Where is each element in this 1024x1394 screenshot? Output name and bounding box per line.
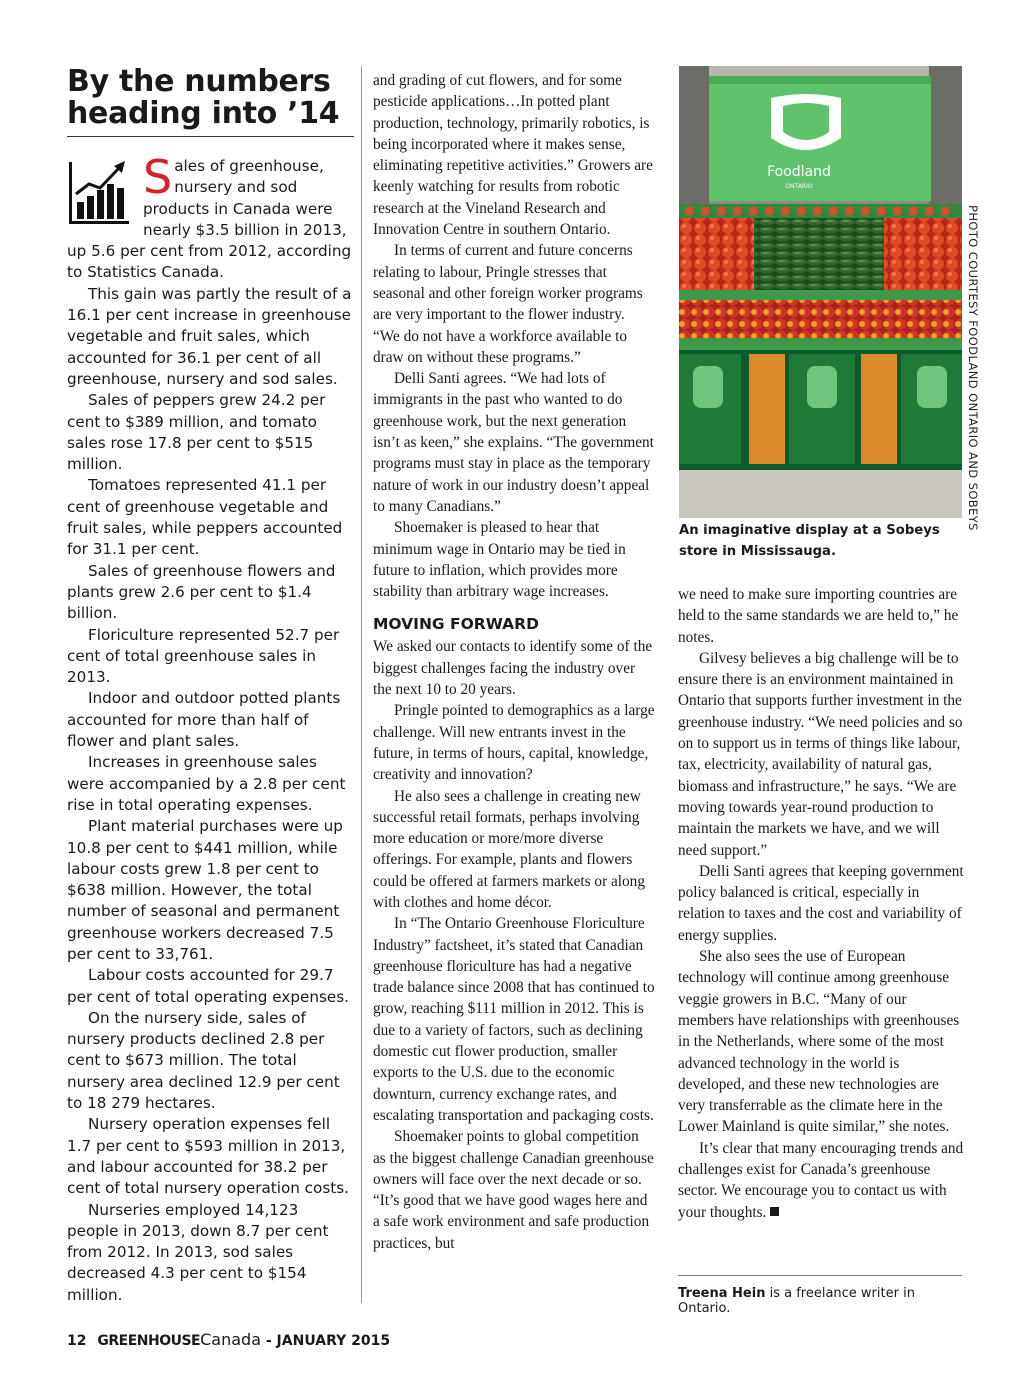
- sidebar-paragraph: Labour costs accounted for 29.7 per cent of total operating expenses.: [67, 966, 349, 1006]
- drop-cap: S: [143, 150, 173, 204]
- sidebar-paragraph: Sales of greenhouse flowers and plants grew 2.6 per cent to $1.4 billion.: [67, 561, 336, 623]
- sidebar-paragraph: Increases in greenhouse sales were accompanied by a 2.8 per cent rise in total operating expenses.: [67, 753, 346, 814]
- author-name: Treena Hein: [678, 1286, 766, 1301]
- article-paragraph: Gilvesy believes a big challenge will be to ensure there is an environment maintained in Ontario that supports further investment in the greenhouse industry. “We need policies and so on to support us in terms of things like labour, tax, electricity, availability of natural gas, biomass and infrastructure,” he says. “We are moving towards year-round production to maintain the markets we have, and we will need support.”: [678, 649, 963, 859]
- article-paragraph: we need to make sure importing countries are held to the same standards we are held to,” he notes.: [678, 586, 959, 646]
- author-byline: [678, 1286, 968, 1316]
- headline-line-1: By the numbers: [67, 64, 331, 99]
- photo-caption: An imaginative display at a Sobeys store in Mississauga.: [679, 523, 940, 559]
- sidebar-paragraph: This gain was partly the result of a 16.1 per cent increase in greenhouse vegetable and fruit sales, which accounted for 36.1 per cent of all greenhouse, nursery and sod sales.: [67, 284, 352, 388]
- page-number: 12: [67, 1333, 87, 1349]
- article-paragraph: Delli Santi agrees that keeping government policy balanced is critical, especially in relation to taxes and the cost and variability of energy supplies.: [678, 862, 964, 944]
- article-column-2: [373, 70, 655, 1254]
- photo-credit: PHOTO COURTESY FOODLAND ONTARIO AND SOBEYS: [966, 205, 980, 531]
- lead-text: ales of greenhouse, nursery and sod products in Canada were nearly $3.5 billion in 2013, up 5.6 per cent from 2012, according to Statistics Canada.: [67, 157, 352, 282]
- bar-chart-icon: [67, 158, 131, 226]
- headline: [67, 66, 354, 137]
- article-paragraph: Delli Santi agrees. “We had lots of immigrants in the past who wanted to do greenhouse work, but the next generation isn’t as keen,” she explains. “The government programs must stay in place as the temporary nature of work in our industry doesn’t appeal to many Canadians.”: [373, 370, 654, 515]
- article-paragraph: Shoemaker points to global competition as the biggest challenge Canadian greenhouse owners will face over the next decade or so. “It’s good that we have good wages here and a safe work environment and safe production practices, but: [373, 1128, 654, 1252]
- headline-line-2: heading into ’14: [67, 96, 340, 131]
- magazine-name-light: Canada: [200, 1330, 261, 1349]
- article-paragraph: Pringle pointed to demographics as a large challenge. Will new entrants invest in the future, in terms of hours, capital, knowledge, creativity and innovation?: [373, 702, 655, 784]
- article-paragraph: He also sees a challenge in creating new successful retail formats, perhaps involving more education or more/more diverse offerings. For example, plants and flowers could be offered at farmers markets or along with clothes and home décor.: [373, 787, 645, 911]
- article-paragraph: We asked our contacts to identify some of the biggest challenges facing the industry over the next 10 to 20 years.: [373, 638, 653, 699]
- sidebar-paragraph: Plant material purchases were up 10.8 per cent to $441 million, while labour costs grew 1.8 per cent to $638 million. However, the total number of seasonal and permanent greenhouse workers decreased 7.5 per cent to 33,761.: [67, 817, 343, 963]
- article-paragraph: and grading of cut flowers, and for some pesticide applications…In potted plant production, technology, primarily robotics, is being incorporated where it makes sense, eliminating repetitive activities.” Growers are keenly watching for results from robotic research at the Vineland Research and Innovation Centre in southern Ontario.: [373, 72, 653, 239]
- sidebar-body: [67, 150, 354, 1306]
- section-subhead: MOVING FORWARD: [373, 615, 539, 634]
- article-column-3: [678, 584, 964, 1223]
- page-footer: [67, 1330, 390, 1349]
- article-paragraph: Shoemaker is pleased to hear that minimum wage in Ontario may be tied in future to inflation, which provides more stability than arbitrary wage increases.: [373, 519, 626, 601]
- sidebar-paragraph: Nursery operation expenses fell 1.7 per cent to $593 million in 2013, and labour accounted for 38.2 per cent of total nursery operation costs.: [67, 1115, 349, 1198]
- end-mark-icon: [770, 1207, 779, 1216]
- sidebar-paragraph: Floriculture represented 52.7 per cent of total greenhouse sales in 2013.: [67, 625, 340, 687]
- sidebar-paragraph: Tomatoes represented 41.1 per cent of greenhouse vegetable and fruit sales, while peppers accounted for 31.1 per cent.: [67, 476, 343, 559]
- sidebar-paragraph: On the nursery side, sales of nursery products declined 2.8 per cent to $673 million. The total nursery area declined 12.9 per cent to 18 279 hectares.: [67, 1008, 340, 1113]
- sidebar-paragraph: Nurseries employed 14,123 people in 2013, down 8.7 per cent from 2012. In 2013, sod sales decreased 4.3 per cent to $154 million.: [67, 1200, 329, 1304]
- byline-divider: [678, 1275, 962, 1276]
- article-paragraph: In terms of current and future concerns relating to labour, Pringle stresses that seasonal and other foreign worker programs are very important to the flower industry. “We do not have a workforce available to draw on without these programs.”: [373, 242, 643, 366]
- column-divider: [361, 66, 362, 1303]
- article-paragraph: She also sees the use of European technology will continue among greenhouse veggie growers in B.C. “Many of our members have relationships with greenhouses in the Netherlands, where some of the most advanced technology in the world is developed, and these new technologies are very transferrable as the climate here in the Lower Mainland is quite similar,” she notes.: [678, 948, 960, 1136]
- sidebar-paragraph: Sales of peppers grew 24.2 per cent to $389 million, and tomato sales rose 17.8 per cent to $515 million.: [67, 391, 326, 474]
- banner-brand-sub: ONTARIO: [785, 183, 813, 190]
- closing-text: It’s clear that many encouraging trends and challenges exist for Canada’s greenhouse sector. We encourage you to contact us with your thoughts.: [678, 1139, 964, 1221]
- sidebar-paragraph: Indoor and outdoor potted plants accounted for more than half of flower and plant sales.: [67, 689, 341, 751]
- article-paragraph: In “The Ontario Greenhouse Floriculture Industry” factsheet, it’s stated that Canadian greenhouse floriculture has had a negative trade balance since 2008 that has continued to grow, reaching $111 million in 2012. This is due to a variety of factors, such as declining domestic cut flower production, smaller exports to the U.S. due to the economic downturn, currency exchange rates, and escalating transportation and packaging costs.: [373, 915, 655, 1124]
- sidebar-column: [67, 66, 354, 1306]
- closing-paragraph: [678, 1138, 964, 1223]
- issue-date: - JANUARY 2015: [261, 1333, 391, 1349]
- banner-brand: Foodland: [767, 164, 831, 180]
- photo-illustration: [679, 66, 962, 518]
- author-bio: is a freelance writer in Ontario.: [678, 1286, 915, 1316]
- magazine-name-bold: GREENHOUSE: [97, 1333, 201, 1349]
- store-display-photo: [679, 66, 962, 518]
